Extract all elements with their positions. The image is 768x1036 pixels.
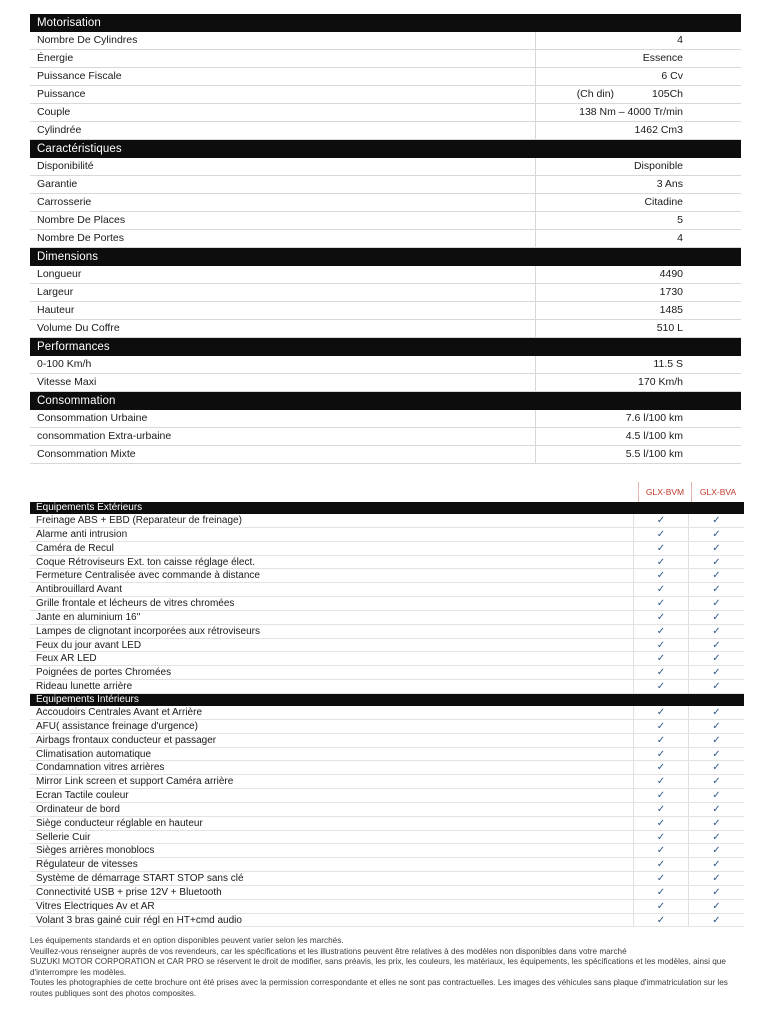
check-icon: ✓ <box>712 667 721 679</box>
check-icon: ✓ <box>634 789 689 802</box>
equipment-label: Sièges arrières monoblocs <box>30 844 634 857</box>
spec-row <box>30 302 741 320</box>
check-icon: ✓ <box>634 597 689 610</box>
spec-value: 7.6 l/100 km <box>625 412 683 424</box>
spec-row <box>30 194 741 212</box>
check-icon: ✓ <box>634 625 689 638</box>
check-icon: ✓ <box>712 859 721 871</box>
check-icon: ✓ <box>712 653 721 665</box>
spec-value: 6 Cv <box>661 70 683 82</box>
check-icon: ✓ <box>712 706 721 718</box>
check-icon: ✓ <box>712 584 721 596</box>
equipment-row <box>30 514 744 528</box>
disclaimer-line: SUZUKI MOTOR CORPORATION et CAR PRO se réservent le droit de modifier, sans préavis, les prix, les couleurs, les matériaux, les équipements, les spécifications et les modèles, ainsi que d'interrompre les modèles. <box>30 957 726 977</box>
check-icon: ✓ <box>712 748 721 760</box>
spec-value: 138 Nm – 4000 Tr/min <box>579 106 683 118</box>
performances-section-title: Performances <box>30 338 741 356</box>
variant-bvm-label: GLX-BVM <box>638 482 691 502</box>
check-icon: ✓ <box>634 872 689 885</box>
spec-value: 4 <box>677 232 683 244</box>
equipment-row <box>30 900 744 914</box>
spec-label: Garantie <box>30 176 536 193</box>
equipment-row <box>30 706 744 720</box>
spec-value: 4 <box>677 34 683 46</box>
spec-label: Nombre De Places <box>30 212 536 229</box>
equipment-label: Ecran Tactile couleur <box>30 789 634 802</box>
equipment-label: Lampes de clignotant incorporées aux rétroviseurs <box>30 625 634 638</box>
spec-row <box>30 68 741 86</box>
equipment-label: Accoudoirs Centrales Avant et Arrière <box>30 706 634 719</box>
check-icon: ✓ <box>634 514 689 527</box>
check-icon: ✓ <box>634 761 689 774</box>
equipment-row <box>30 680 744 694</box>
equipment-row <box>30 734 744 748</box>
variant-bva-label: GLX-BVA <box>691 482 744 502</box>
check-icon: ✓ <box>712 570 721 582</box>
disclaimer-line: Veuillez-vous renseigner auprès de vos revendeurs, car les spécifications et les illustrations peuvent être relatives à des modèles non disponibles dans votre marché <box>30 946 627 956</box>
equipment-row <box>30 914 744 928</box>
spec-row <box>30 428 741 446</box>
spec-value: 4490 <box>659 268 683 280</box>
equipment-label: Alarme anti intrusion <box>30 528 634 541</box>
equipment-row <box>30 625 744 639</box>
equipment-label: Volant 3 bras gainé cuir régl en HT+cmd audio <box>30 914 634 927</box>
spec-label: consommation Extra-urbaine <box>30 428 536 445</box>
check-icon: ✓ <box>634 706 689 719</box>
spec-row <box>30 104 741 122</box>
check-icon: ✓ <box>634 748 689 761</box>
equipment-label: Condamnation vitres arrières <box>30 761 634 774</box>
spec-row <box>30 320 741 338</box>
equipment-row <box>30 556 744 570</box>
check-icon: ✓ <box>712 831 721 843</box>
check-icon: ✓ <box>712 734 721 746</box>
equipment-row <box>30 652 744 666</box>
check-icon: ✓ <box>634 734 689 747</box>
check-icon: ✓ <box>634 556 689 569</box>
check-icon: ✓ <box>634 652 689 665</box>
spec-row <box>30 284 741 302</box>
spec-value: Citadine <box>644 196 683 208</box>
spec-value: 510 L <box>656 322 683 334</box>
equipment-row <box>30 569 744 583</box>
check-icon: ✓ <box>712 625 721 637</box>
spec-table <box>30 14 741 464</box>
check-icon: ✓ <box>634 914 689 927</box>
equipment-row <box>30 761 744 775</box>
spec-label: Carrosserie <box>30 194 536 211</box>
equipment-label: Connectivité USB + prise 12V + Bluetooth <box>30 886 634 899</box>
spec-label: Largeur <box>30 284 536 301</box>
equipment-label: Feux du jour avant LED <box>30 639 634 652</box>
equipment-row <box>30 583 744 597</box>
equipment-label: Grille frontale et lécheurs de vitres chromées <box>30 597 634 610</box>
equipment-row <box>30 872 744 886</box>
equipment-label: Feux AR LED <box>30 652 634 665</box>
disclaimer <box>30 936 746 1000</box>
check-icon: ✓ <box>712 542 721 554</box>
check-icon: ✓ <box>712 873 721 885</box>
spec-value: 1462 Cm3 <box>634 124 683 136</box>
spec-value: 3 Ans <box>656 178 683 190</box>
spec-value: 1730 <box>659 286 683 298</box>
check-icon: ✓ <box>712 845 721 857</box>
spec-row <box>30 374 741 392</box>
equipment-label: AFU( assistance freinage d'urgence) <box>30 720 634 733</box>
check-icon: ✓ <box>634 528 689 541</box>
equipment-row <box>30 528 744 542</box>
check-icon: ✓ <box>634 611 689 624</box>
check-icon: ✓ <box>712 528 721 540</box>
spec-label: Puissance Fiscale <box>30 68 536 85</box>
variant-header <box>30 482 744 502</box>
spec-label: Nombre De Portes <box>30 230 536 247</box>
check-icon: ✓ <box>712 817 721 829</box>
check-icon: ✓ <box>712 914 721 926</box>
disclaimer-line: Toutes les photographies de cette brochure ont été prises avec la permission correspondante et elles ne sont pas contractuelles. Les images des véhicules sans plaque d'immatriculation sur les routes publiques sont des photos composites. <box>30 978 728 998</box>
spec-label: Énergie <box>30 50 536 67</box>
spec-unit: (Ch din) <box>576 88 615 100</box>
consommation-section-title: Consommation <box>30 392 741 410</box>
equipment-row <box>30 720 744 734</box>
equipment-label: Vitres Electriques Av et AR <box>30 900 634 913</box>
spec-row <box>30 230 741 248</box>
check-icon: ✓ <box>634 858 689 871</box>
spec-label: Disponibilité <box>30 158 536 175</box>
spec-row <box>30 356 741 374</box>
check-icon: ✓ <box>634 569 689 582</box>
equipment-row <box>30 666 744 680</box>
equipment-label: Siège conducteur réglable en hauteur <box>30 817 634 830</box>
spec-value: 5 <box>677 214 683 226</box>
equipment-row <box>30 803 744 817</box>
equipment-label: Climatisation automatique <box>30 748 634 761</box>
spec-row <box>30 446 741 464</box>
check-icon: ✓ <box>712 681 721 693</box>
equipment-row <box>30 639 744 653</box>
equipment-label: Freinage ABS + EBD (Reparateur de freinage) <box>30 514 634 527</box>
spec-value: Disponible <box>633 160 683 172</box>
equipment-row <box>30 817 744 831</box>
spec-value <box>536 86 741 103</box>
equipment-row <box>30 611 744 625</box>
check-icon: ✓ <box>634 817 689 830</box>
spec-label: Consommation Mixte <box>30 446 536 463</box>
spec-row <box>30 176 741 194</box>
spec-label: Cylindrée <box>30 122 536 139</box>
spec-row <box>30 86 741 104</box>
spec-value: 170 Km/h <box>638 376 683 388</box>
check-icon: ✓ <box>634 803 689 816</box>
equipment-label: Jante en aluminium 16'' <box>30 611 634 624</box>
spec-value: Essence <box>642 52 683 64</box>
dimensions-section-title: Dimensions <box>30 248 741 266</box>
check-icon: ✓ <box>712 803 721 815</box>
spec-row <box>30 212 741 230</box>
check-icon: ✓ <box>712 556 721 568</box>
check-icon: ✓ <box>634 666 689 679</box>
check-icon: ✓ <box>634 831 689 844</box>
check-icon: ✓ <box>634 583 689 596</box>
equipment-row <box>30 789 744 803</box>
equipment-label: Rideau lunette arrière <box>30 680 634 693</box>
equipment-label: Poignées de portes Chromées <box>30 666 634 679</box>
spec-label: Puissance <box>30 86 536 103</box>
check-icon: ✓ <box>634 900 689 913</box>
motorisation-section-title: Motorisation <box>30 14 741 32</box>
spec-value: 5.5 l/100 km <box>625 448 683 460</box>
check-icon: ✓ <box>634 775 689 788</box>
check-icon: ✓ <box>634 886 689 899</box>
spec-row <box>30 122 741 140</box>
disclaimer-line: Les équipements standards et en option disponibles peuvent varier selon les marchés. <box>30 936 344 945</box>
check-icon: ✓ <box>712 762 721 774</box>
equipment-row <box>30 775 744 789</box>
check-icon: ✓ <box>634 639 689 652</box>
spec-value: 1485 <box>659 304 683 316</box>
check-icon: ✓ <box>712 639 721 651</box>
check-icon: ✓ <box>634 844 689 857</box>
check-icon: ✓ <box>712 720 721 732</box>
spec-value: 11.5 S <box>653 358 683 370</box>
spec-label: Hauteur <box>30 302 536 319</box>
equipment-label: Caméra de Recul <box>30 542 634 555</box>
check-icon: ✓ <box>712 611 721 623</box>
spec-row <box>30 158 741 176</box>
check-icon: ✓ <box>712 790 721 802</box>
check-icon: ✓ <box>712 515 721 526</box>
check-icon: ✓ <box>712 886 721 898</box>
equipment-row <box>30 844 744 858</box>
spec-label: Nombre De Cylindres <box>30 32 536 49</box>
equipment-label: Régulateur de vitesses <box>30 858 634 871</box>
equipment-row <box>30 886 744 900</box>
spec-label: 0-100 Km/h <box>30 356 536 373</box>
spec-row <box>30 32 741 50</box>
spec-label: Couple <box>30 104 536 121</box>
check-icon: ✓ <box>634 720 689 733</box>
spec-label: Consommation Urbaine <box>30 410 536 427</box>
spec-row <box>30 410 741 428</box>
check-icon: ✓ <box>634 680 689 693</box>
equipment-label: Airbags frontaux conducteur et passager <box>30 734 634 747</box>
check-icon: ✓ <box>712 598 721 610</box>
interieurs-section-title: Equipements Intérieurs <box>30 694 744 706</box>
caracteristiques-section-title: Caractéristiques <box>30 140 741 158</box>
spec-label: Longueur <box>30 266 536 283</box>
equipment-row <box>30 831 744 845</box>
equipment-row <box>30 858 744 872</box>
equipment-row <box>30 597 744 611</box>
check-icon: ✓ <box>712 900 721 912</box>
equipment-row <box>30 542 744 556</box>
equipment-label: Mirror Link screen et support Caméra arrière <box>30 775 634 788</box>
check-icon: ✓ <box>712 776 721 788</box>
spec-label: Vitesse Maxi <box>30 374 536 391</box>
equipment-label: Fermeture Centralisée avec commande à distance <box>30 569 634 582</box>
spec-label: Volume Du Coffre <box>30 320 536 337</box>
exterieurs-section-title: Equipements Extérieurs <box>30 502 744 514</box>
equipment-label: Ordinateur de bord <box>30 803 634 816</box>
equipment-label: Antibrouillard Avant <box>30 583 634 596</box>
spec-row <box>30 266 741 284</box>
check-icon: ✓ <box>634 542 689 555</box>
spec-value: 4.5 l/100 km <box>625 430 683 442</box>
equipment-row <box>30 748 744 762</box>
spec-value-text: 105Ch <box>652 88 683 100</box>
spec-row <box>30 50 741 68</box>
equipment-label: Sellerie Cuir <box>30 831 634 844</box>
equipment-label: Coque Rétroviseurs Ext. ton caisse réglage élect. <box>30 556 634 569</box>
equipment-label: Système de démarrage START STOP sans clé <box>30 872 634 885</box>
equipment-table <box>30 482 744 927</box>
